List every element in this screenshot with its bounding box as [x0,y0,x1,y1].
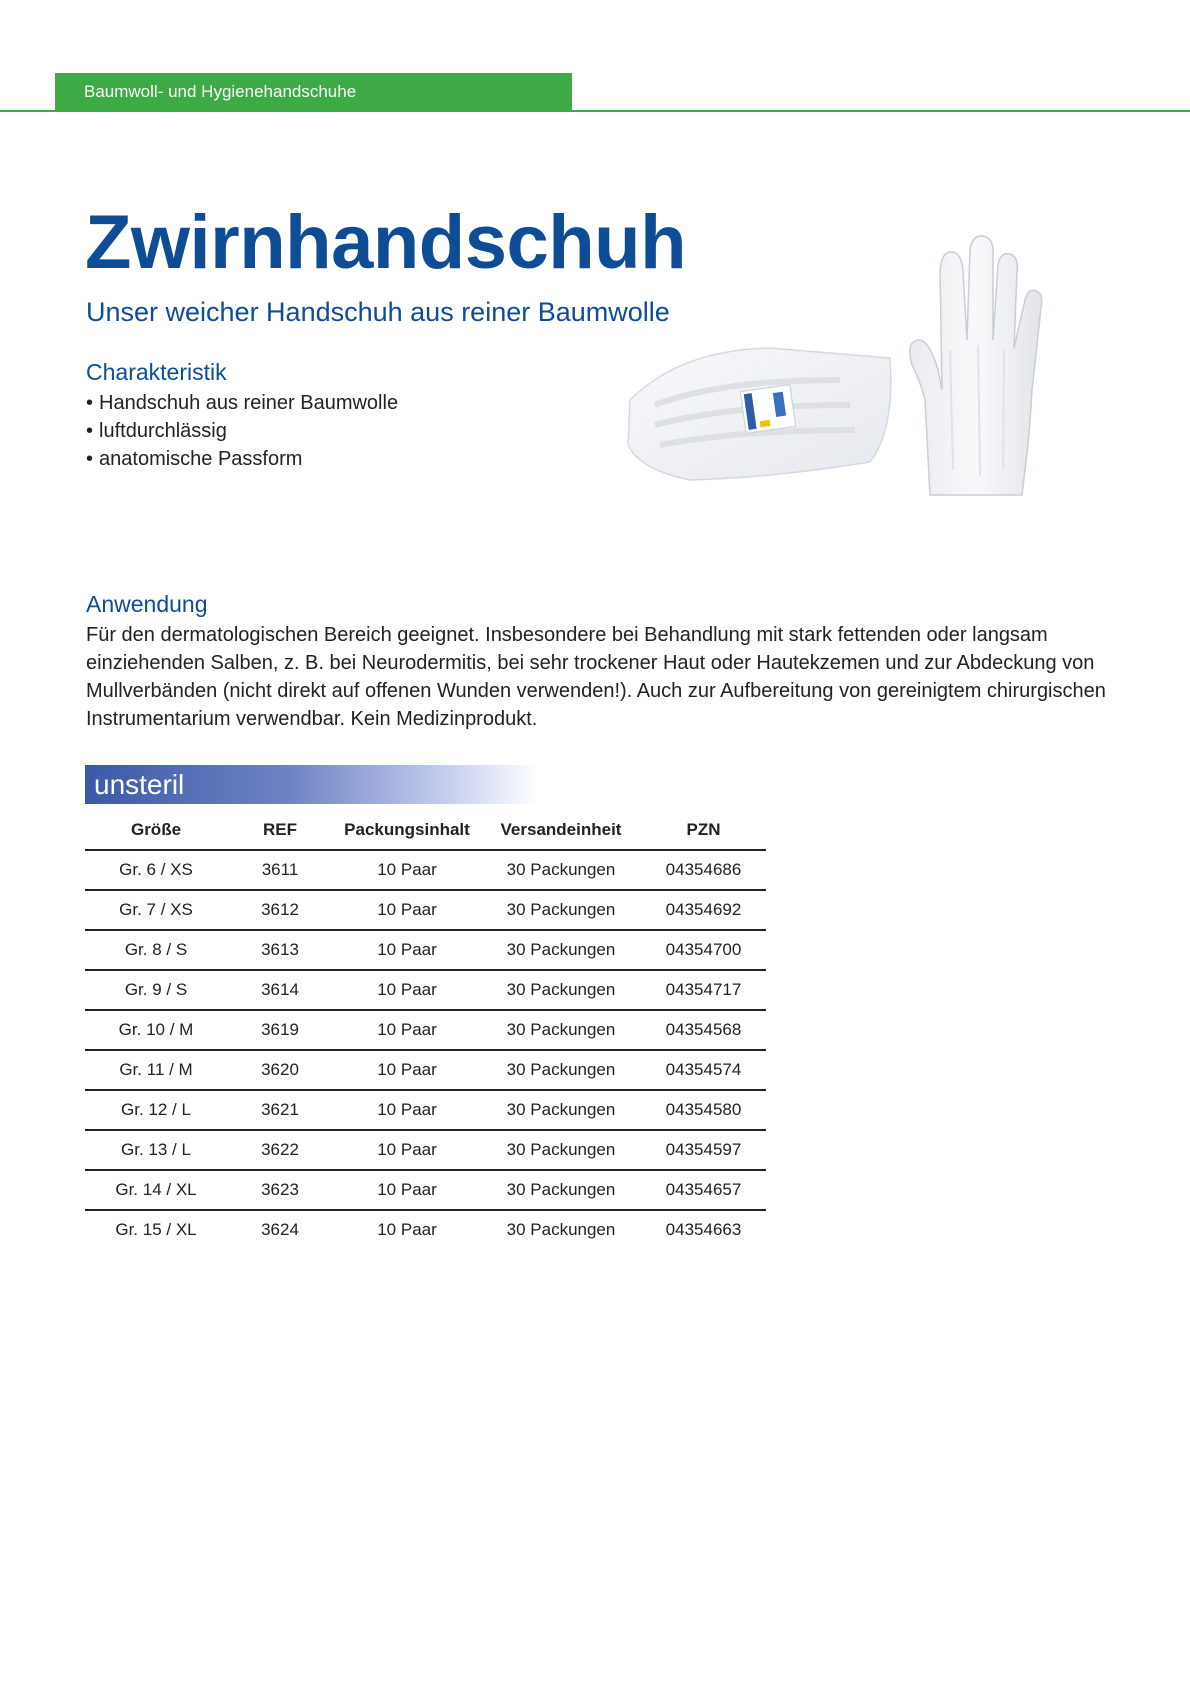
product-table [85,811,766,1249]
cell-pzn: 04354700 [641,930,766,970]
category-divider [0,110,1190,112]
cell-size: Gr. 15 / XL [115,1220,197,1239]
characteristic-item: • anatomische Passform [86,445,398,473]
cell-pzn: 04354568 [641,1010,766,1050]
cell-shipping-unit: 30 Packungen [481,890,641,930]
page-title: Zwirnhandschuh [85,200,686,285]
cell-content: 10 Paar [333,850,481,890]
category-tab [55,73,572,111]
cell-content: 10 Paar [333,1130,481,1170]
cell-pzn: 04354657 [641,1170,766,1210]
category-label: Baumwoll- und Hygienehandschuhe [84,82,357,101]
cell-shipping-unit: 30 Packungen [506,1220,616,1239]
page-subtitle: Unser weicher Handschuh aus reiner Baumwolle [86,297,670,327]
variant-label: unsteril [94,769,185,800]
cell-size: Gr. 14 / XL [85,1170,227,1210]
cell-pzn: 04354692 [641,890,766,930]
table-row [85,850,766,890]
cell-pzn: 04354580 [641,1090,766,1130]
cell-pzn: 04354574 [641,1050,766,1090]
cell-size: Gr. 9 / S [85,970,227,1010]
characteristic-item: • luftdurchlässig [86,417,398,445]
cell-ref: 3620 [227,1050,333,1090]
cell-content: 10 Paar [333,1050,481,1090]
cell-shipping-unit: 30 Packungen [481,1090,641,1130]
column-header-content: Packungsinhalt [333,811,481,850]
column-header-size: Größe [85,811,227,850]
table-row [85,1210,766,1249]
cell-size: Gr. 12 / L [85,1090,227,1130]
column-header-ref: REF [227,811,333,850]
cell-shipping-unit: 30 Packungen [481,970,641,1010]
characteristic-item: • Handschuh aus reiner Baumwolle [86,389,398,417]
table-row [85,1170,766,1210]
column-header-shipping-unit: Versandeinheit [481,811,641,850]
table-row [85,890,766,930]
cell-shipping-unit: 30 Packungen [481,850,641,890]
table-row [85,970,766,1010]
cell-content: 10 Paar [333,1090,481,1130]
variant-band [85,765,540,804]
characteristics-list [86,389,398,473]
cell-pzn: 04354597 [641,1130,766,1170]
cell-content: 10 Paar [333,1170,481,1210]
cell-ref: 3619 [227,1010,333,1050]
cell-ref: 3623 [227,1170,333,1210]
cell-size: Gr. 11 / M [85,1050,227,1090]
cell-content: 10 Paar [377,1220,437,1239]
cell-ref: 3624 [261,1220,299,1239]
cell-content: 10 Paar [333,970,481,1010]
cell-size: Gr. 13 / L [85,1130,227,1170]
table-header-row [85,811,766,850]
cell-ref: 3621 [227,1090,333,1130]
table-row [85,1090,766,1130]
glove-image [910,236,1042,495]
application-heading: Anwendung [86,591,208,617]
table-row [85,930,766,970]
cell-shipping-unit: 30 Packungen [481,930,641,970]
cell-size: Gr. 10 / M [85,1010,227,1050]
table-row [85,1050,766,1090]
cell-size: Gr. 8 / S [85,930,227,970]
cell-ref: 3612 [227,890,333,930]
cell-size: Gr. 7 / XS [85,890,227,930]
cell-pzn: 04354686 [641,850,766,890]
table-row [85,1010,766,1050]
cell-ref: 3622 [227,1130,333,1170]
cell-shipping-unit: 30 Packungen [481,1170,641,1210]
column-header-pzn: PZN [641,811,766,850]
cell-content: 10 Paar [333,930,481,970]
cell-pzn: 04354663 [665,1220,742,1239]
cell-size: Gr. 6 / XS [85,850,227,890]
cell-pzn: 04354717 [641,970,766,1010]
cell-content: 10 Paar [333,890,481,930]
product-image [620,230,1075,560]
glove-package-image [628,348,891,480]
cell-ref: 3613 [227,930,333,970]
cell-shipping-unit: 30 Packungen [481,1010,641,1050]
table-row [85,1130,766,1170]
application-text: Für den dermatologischen Bereich geeignet. Insbesondere bei Behandlung mit stark fettenden oder langsam einziehenden Salben, z. B. bei Neurodermitis, bei sehr trockener Haut oder Hautekzemen und zur Abdeckung von Mullverbänden (nicht direkt auf offenen Wunden verwenden!). Auch zur Aufbereitung von gereinigtem chirurgischen Instrumentarium verwendbar. Kein Medizinprodukt. [86,624,1106,730]
cell-ref: 3614 [227,970,333,1010]
characteristics-heading: Charakteristik [86,359,227,385]
cell-shipping-unit: 30 Packungen [481,1130,641,1170]
cell-ref: 3611 [227,850,333,890]
cell-content: 10 Paar [333,1010,481,1050]
cell-shipping-unit: 30 Packungen [481,1050,641,1090]
